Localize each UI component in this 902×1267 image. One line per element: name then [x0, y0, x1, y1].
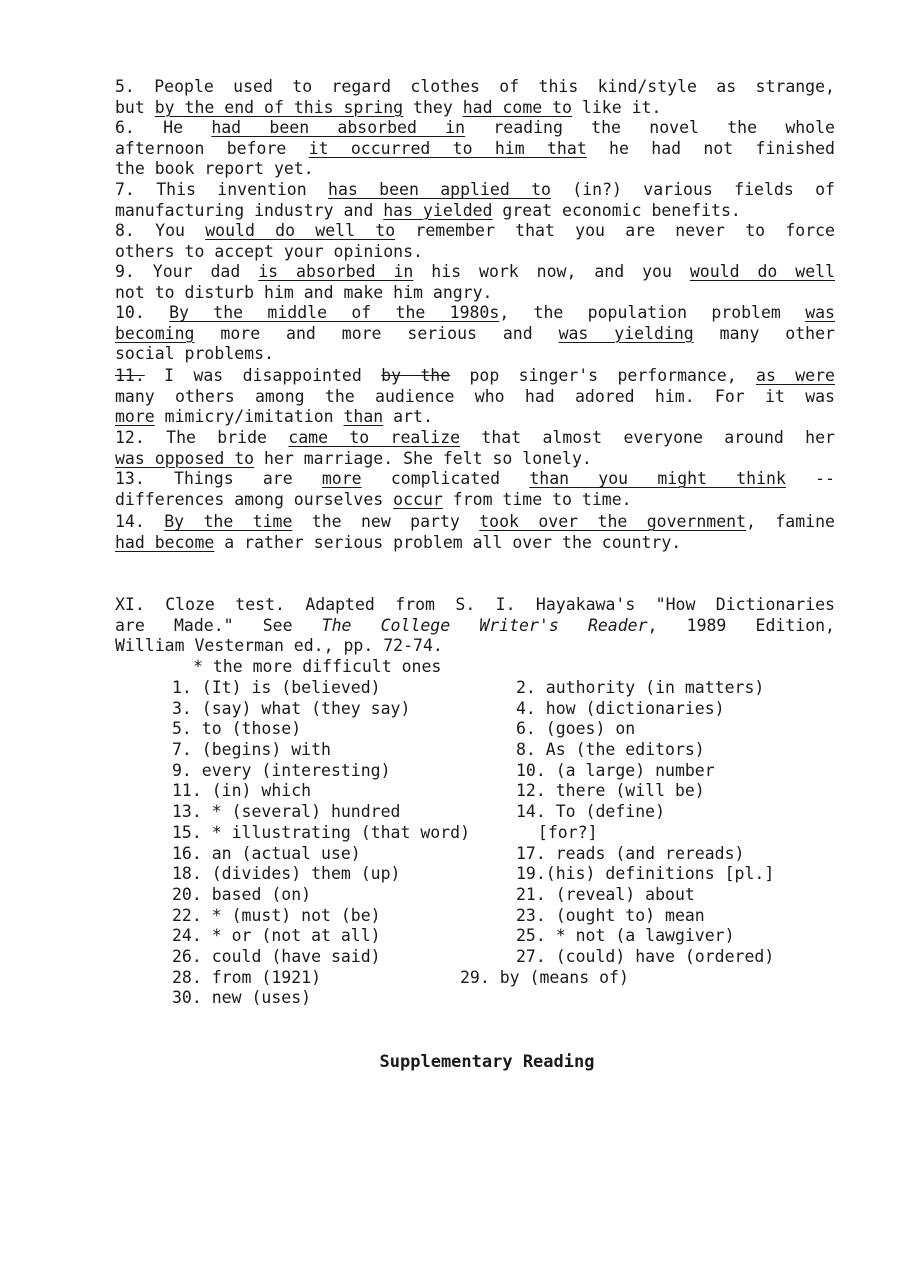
underlined-phrase: more — [115, 407, 155, 427]
sentence-text: reading the novel the whole — [465, 118, 835, 137]
sentence-text: that almost everyone around her — [460, 428, 835, 447]
sentence-s8 — [115, 221, 835, 262]
sentence-text: a rather serious problem all over the country. — [214, 532, 682, 552]
sentence-text: 9. Your dad — [115, 262, 259, 281]
underlined-phrase: occur — [393, 489, 443, 509]
sentence-s11 — [115, 366, 835, 428]
cloze-intro-line: XI. Cloze test. Adapted from S. I. Hayakawa's "How Dictionaries — [115, 595, 835, 614]
cloze-intro — [115, 595, 835, 678]
sentence-line — [115, 201, 835, 222]
cloze-answer-item: 15. * illustrating (that word) — [172, 822, 471, 842]
sentence-s14 — [115, 512, 835, 553]
sentence-text: -- — [785, 469, 835, 488]
cloze-answer-item: 10. (a large) number — [516, 760, 715, 780]
underlined-phrase: was yielding — [558, 323, 694, 343]
sentence-text: 10. — [115, 303, 170, 322]
sentence-text: (in?) various fields of — [550, 180, 835, 199]
cloze-answer-item — [516, 988, 774, 1009]
sentence-s10 — [115, 303, 835, 365]
sentence-text: more and more serious and — [194, 323, 559, 343]
underlined-phrase: becoming — [115, 323, 195, 343]
cloze-answer-item: [for?] — [528, 822, 598, 842]
sentence-text: 5. People used to regard clothes of this kind/style as strange, — [115, 77, 835, 96]
cloze-answers-left — [172, 678, 470, 1009]
cloze-answer-item: 11. (in) which — [172, 781, 312, 801]
underlined-phrase: took over the government — [479, 512, 747, 531]
sentence-line — [115, 512, 835, 533]
cloze-answer-item: 19.(his) definitions [pl.] — [516, 864, 775, 884]
cloze-answer-item: 12. there (will be) — [516, 781, 705, 801]
sentence-text: like it. — [572, 97, 662, 117]
sentence-line — [115, 262, 835, 283]
underlined-phrase: was — [805, 303, 835, 322]
underlined-phrase: more — [321, 469, 362, 488]
underlined-phrase: has yielded — [383, 200, 493, 220]
sentence-s9 — [115, 262, 835, 303]
underlined-phrase: has been applied to — [328, 180, 551, 199]
cloze-answer-item: 9. every (interesting) — [172, 760, 391, 780]
cloze-intro-text: , 1989 Edition, — [647, 615, 835, 635]
underlined-phrase: by the end of this spring — [154, 97, 404, 117]
sentence-line — [115, 221, 835, 242]
sentence-text: remember that you are never to force — [395, 221, 835, 240]
underlined-phrase: had come to — [462, 97, 572, 117]
sentence-text: , famine — [746, 512, 835, 531]
sentence-text: many other — [693, 323, 835, 343]
cloze-answer-item: 8. As (the editors) — [516, 740, 705, 760]
underlined-phrase: came to realize — [288, 428, 461, 447]
cloze-answer-item: 29. by (means of) — [460, 967, 629, 987]
cloze-answer-item: 25. * not (a lawgiver) — [516, 926, 735, 946]
sentence-text: 14. — [115, 512, 165, 531]
sentence-text: afternoon before — [115, 138, 309, 158]
sentence-text: 12. The bride — [115, 428, 289, 447]
sentence-text: not to disturb him and make him angry. — [115, 282, 493, 302]
cloze-answer-item: 28. from (1921) — [172, 967, 322, 987]
cloze-answer-item: 6. (goes) on — [516, 719, 636, 739]
sentence-line — [115, 139, 835, 160]
cloze-intro-text: are Made." See — [115, 615, 322, 635]
underlined-phrase: had been absorbed in — [211, 118, 466, 137]
cloze-answer-item: 5. to (those) — [172, 719, 302, 739]
sentence-line — [115, 77, 835, 98]
sentence-text: manufacturing industry and — [115, 200, 384, 220]
cloze-answer-item: 1. (It) is (believed) — [172, 678, 381, 697]
sentence-line — [115, 490, 835, 511]
sentence-text: many others among the audience who had adored him. For it was — [115, 386, 835, 406]
sentence-line — [115, 344, 835, 365]
cloze-answers-right — [460, 678, 775, 1009]
sentence-line — [115, 180, 835, 201]
sentence-text: his work now, and you — [413, 262, 690, 281]
cloze-answer-item: 14. To (define) — [516, 802, 666, 822]
underlined-phrase: would do well to — [205, 221, 396, 240]
underlined-phrase: By the time — [164, 512, 293, 531]
cloze-answer-item: 2. authority (in matters) — [516, 678, 765, 697]
sentence-text: 6. He — [115, 118, 212, 137]
sentence-text: art. — [383, 407, 433, 427]
underlined-phrase: had become — [115, 532, 215, 552]
underlined-phrase: than — [343, 407, 384, 427]
sentence-text: but — [115, 97, 155, 117]
sentence-text: social problems. — [115, 344, 274, 364]
sentence-line — [115, 118, 835, 139]
cloze-answer-item: 17. reads (and rereads) — [516, 843, 745, 863]
cloze-answer-item: 7. (begins) with — [172, 740, 331, 760]
sentence-text: the book report yet. — [115, 159, 314, 179]
struck-text: by the — [381, 366, 451, 385]
cloze-intro-line: William Vesterman ed., pp. 72-74. — [115, 636, 443, 656]
cloze-answer-item: 23. (ought to) mean — [516, 905, 705, 925]
cloze-answer-item: 22. * (must) not (be) — [172, 905, 381, 925]
sentence-text: 13. Things are — [115, 469, 322, 488]
sentence-text: from time to time. — [442, 489, 632, 509]
underlined-phrase: as were — [756, 366, 835, 385]
cloze-answer-item: 26. could (have said) — [172, 946, 381, 966]
cloze-answer-item: 24. * or (not at all) — [172, 926, 381, 946]
underlined-phrase: By the middle of the 1980s — [169, 303, 500, 322]
sentence-text: the new party — [292, 512, 480, 531]
cloze-intro-line — [115, 616, 835, 637]
book-title: The College Writer's Reader — [321, 615, 648, 635]
sentence-text: 8. You — [115, 221, 206, 240]
sentence-text: mimicry/imitation — [154, 407, 344, 427]
sentence-s5 — [115, 77, 835, 118]
sentence-line — [115, 533, 835, 554]
sentence-text: , the population problem — [499, 303, 806, 322]
sentence-line — [115, 449, 835, 470]
sentence-line — [115, 428, 835, 449]
sentence-text: others to accept your opinions. — [115, 241, 423, 261]
cloze-answer-item: 16. an (actual use) — [172, 843, 361, 863]
underlined-phrase: than you might think — [529, 469, 786, 488]
sentence-s13 — [115, 469, 835, 510]
cloze-answer-item: 27. (could) have (ordered) — [516, 946, 775, 966]
sentence-line — [115, 366, 835, 387]
cloze-answer-item: 13. * (several) hundred — [172, 802, 401, 822]
cloze-answer-item: 4. how (dictionaries) — [516, 698, 725, 718]
cloze-answer-item: 3. (say) what (they say) — [172, 698, 411, 718]
section-heading: Supplementary Reading — [379, 1052, 595, 1072]
sentence-text: her marriage. She felt so lonely. — [254, 448, 592, 468]
underlined-phrase: would do well — [689, 262, 835, 281]
cloze-answer-item: 30. new (uses) — [172, 988, 312, 1008]
underlined-phrase: it occurred to him that — [308, 138, 587, 158]
sentence-text: he had not finished — [586, 138, 835, 158]
cloze-answer-item: 18. (divides) them (up) — [172, 864, 401, 884]
cloze-answer-item: 21. (reveal) about — [516, 884, 695, 904]
sentence-line — [115, 303, 835, 324]
sentence-text: I was disappointed — [144, 366, 382, 385]
sentence-line — [115, 283, 835, 304]
sentence-text: 7. This invention — [115, 180, 329, 199]
sentence-line — [115, 469, 835, 490]
underlined-phrase: is absorbed in — [258, 262, 414, 281]
sentence-text: complicated — [361, 469, 530, 488]
sentence-text: they — [403, 97, 463, 117]
sentence-s6 — [115, 118, 835, 180]
sentence-line — [115, 98, 835, 119]
sentence-text: great economic benefits. — [492, 200, 741, 220]
sentence-text: differences among ourselves — [115, 489, 394, 509]
cloze-answer-item: 20. based (on) — [172, 884, 312, 904]
underlined-phrase: was opposed to — [115, 448, 255, 468]
sentence-text: pop singer's performance, — [450, 366, 757, 385]
sentence-line — [115, 159, 835, 180]
struck-text: 11. — [115, 366, 145, 385]
sentence-s7 — [115, 180, 835, 221]
sentence-line — [115, 324, 835, 345]
sentence-line — [115, 407, 835, 428]
sentence-s12 — [115, 428, 835, 469]
sentence-line — [115, 387, 835, 408]
sentence-line — [115, 242, 835, 263]
difficulty-note: * the more difficult ones — [193, 657, 442, 677]
